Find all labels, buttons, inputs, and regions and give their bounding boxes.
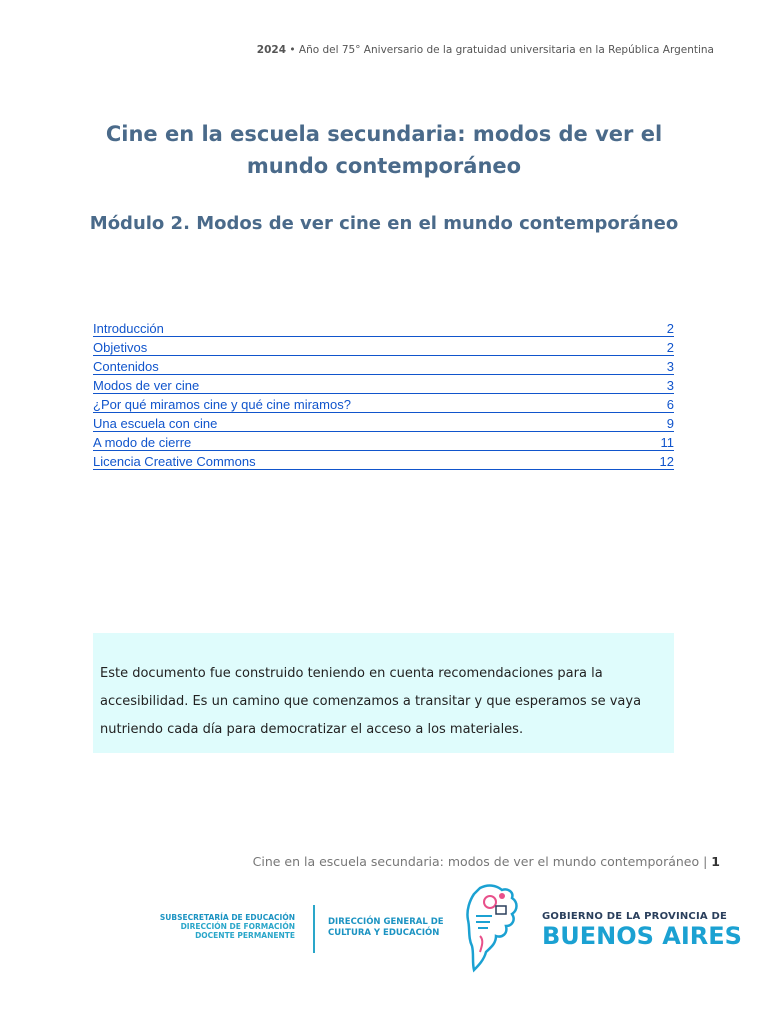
dir-line-2: CULTURA Y EDUCACIÓN xyxy=(328,928,440,938)
toc-page: 2 xyxy=(666,321,674,336)
table-of-contents xyxy=(93,318,674,470)
toc-label: Modos de ver cine xyxy=(93,378,200,393)
toc-page: 9 xyxy=(666,416,674,431)
toc-page: 3 xyxy=(666,359,674,374)
toc-item-objetivos[interactable] xyxy=(93,337,674,356)
sub-line-2: DIRECCIÓN DE FORMACIÓN xyxy=(180,922,295,931)
toc-label: ¿Por qué miramos cine y qué cine miramos? xyxy=(93,397,351,412)
toc-page: 11 xyxy=(660,435,674,450)
toc-label: Licencia Creative Commons xyxy=(93,454,256,469)
toc-item-escuela-con-cine[interactable] xyxy=(93,413,674,432)
title-line-2: mundo contemporáneo xyxy=(246,154,522,178)
toc-item-licencia[interactable] xyxy=(93,451,674,470)
toc-item-contenidos[interactable] xyxy=(93,356,674,375)
header-text: • Año del 75° Aniversario de la gratuidad universitaria en la República Argentina xyxy=(286,44,714,56)
document-title xyxy=(84,118,684,182)
toc-label: Una escuela con cine xyxy=(93,416,218,431)
gov-line-2: BUENOS AIRES xyxy=(542,922,742,950)
direccion-general-logo xyxy=(328,917,444,939)
sub-line-3: DOCENTE PERMANENTE xyxy=(195,931,295,940)
note-line-1: Este documento fue construido teniendo en cuenta recomendaciones para la xyxy=(100,666,603,681)
toc-item-modos-de-ver-cine[interactable] xyxy=(93,375,674,394)
toc-label: Objetivos xyxy=(93,340,148,355)
note-line-2: accesibilidad. Es un camino que comenzamos a transitar y que esperamos se vaya xyxy=(100,694,642,709)
toc-label: Introducción xyxy=(93,321,164,336)
gobierno-logo xyxy=(542,911,742,949)
toc-item-por-que-miramos[interactable] xyxy=(93,394,674,413)
toc-page: 6 xyxy=(666,397,674,412)
province-map-icon xyxy=(462,882,526,974)
title-line-1: Cine en la escuela secundaria: modos de ver el xyxy=(105,122,663,146)
note-line-3: nutriendo cada día para democratizar el acceso a los materiales. xyxy=(100,722,524,737)
toc-item-a-modo-de-cierre[interactable] xyxy=(93,432,674,451)
subsecretaria-logo xyxy=(160,913,295,940)
header-line xyxy=(257,44,714,56)
page-footer xyxy=(253,854,720,869)
accessibility-note xyxy=(93,633,674,753)
logo-divider xyxy=(313,905,315,953)
footer-text: Cine en la escuela secundaria: modos de ver el mundo contemporáneo | xyxy=(252,854,708,869)
dir-line-1: DIRECCIÓN GENERAL DE xyxy=(328,917,444,927)
toc-label: A modo de cierre xyxy=(93,435,192,450)
toc-item-introduccion[interactable] xyxy=(93,318,674,337)
toc-label: Contenidos xyxy=(93,359,159,374)
header-year: 2024 xyxy=(256,44,287,56)
page-number: 1 xyxy=(711,854,720,869)
gov-line-1: GOBIERNO DE LA PROVINCIA DE xyxy=(542,911,728,922)
toc-page: 3 xyxy=(666,378,674,393)
toc-page: 2 xyxy=(666,340,674,355)
toc-page: 12 xyxy=(659,454,674,469)
sub-line-1: SUBSECRETARÍA DE EDUCACIÓN xyxy=(159,913,295,922)
module-subtitle: Módulo 2. Modos de ver cine en el mundo contemporáneo xyxy=(89,213,679,234)
